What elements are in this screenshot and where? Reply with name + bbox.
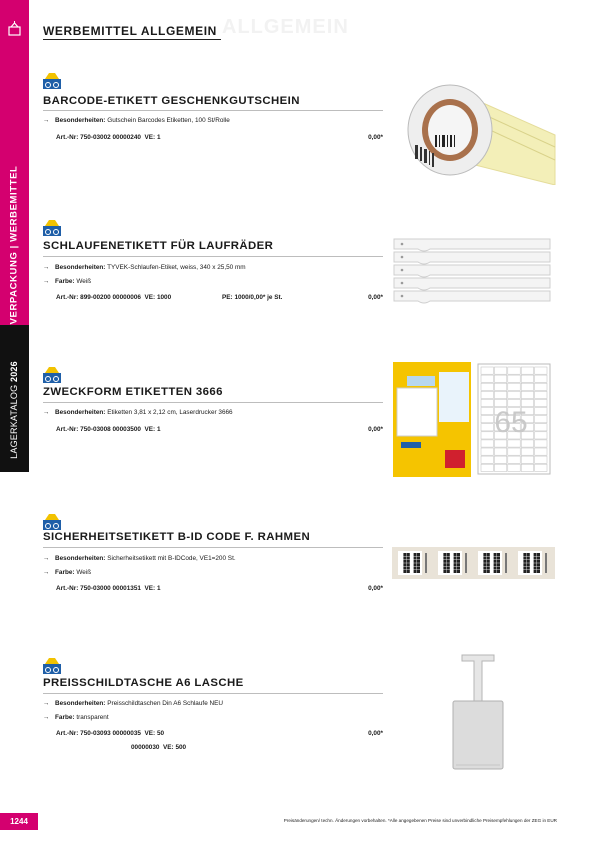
product-title: PREISSCHILDTASCHE A6 LASCHE xyxy=(43,677,244,689)
product-title: SCHLAUFENETIKETT FÜR LAUFRÄDER xyxy=(43,240,274,252)
pack-unit: PE: 1000/0,00* je St. xyxy=(222,294,283,301)
feature-line: → Farbe: Weiß xyxy=(43,278,92,285)
article-line: Art.-Nr: 899-00200 00000006 VE: 1000 xyxy=(56,294,172,301)
article-line: Art.-Nr: 750-03002 00000240 VE: 1 xyxy=(56,134,161,141)
product-title: SICHERHEITSETIKETT B-ID CODE F. RAHMEN xyxy=(43,531,311,543)
arrow-right-icon: → xyxy=(43,714,50,721)
feature-line: → Farbe: transparent xyxy=(43,714,109,721)
arrow-right-icon: → xyxy=(43,409,50,416)
product-divider xyxy=(43,693,383,694)
price: 0,00* xyxy=(368,585,383,592)
header-ghost-title: ALLGEMEIN xyxy=(222,16,349,38)
arrow-right-icon: → xyxy=(43,264,50,271)
price-tag-pocket-image xyxy=(448,653,508,773)
sidebar-catalog-label: LAGERKATALOG 2026 xyxy=(9,361,19,459)
feature-line: → Besonderheiten: Sicherheitsetikett mit B-IDCode, VE1=200 St. xyxy=(43,555,236,562)
bicycle-logo-icon xyxy=(43,366,61,383)
article-line: 00000030 VE: 500 xyxy=(131,744,187,751)
price: 0,00* xyxy=(368,134,383,141)
bicycle-logo-icon xyxy=(43,219,61,236)
article-line: Art.-Nr: 750-03093 00000035 VE: 50 xyxy=(56,730,165,737)
feature-line: → Besonderheiten: TYVEK-Schlaufen-Etiket, weiss, 340 x 25,50 mm xyxy=(43,264,246,271)
arrow-right-icon: → xyxy=(43,117,50,124)
feature-line: → Besonderheiten: Gutschein Barcodes Etiketten, 100 St/Rolle xyxy=(43,117,230,124)
bicycle-logo-icon xyxy=(43,657,61,674)
article-line: Art.-Nr: 750-03000 00001351 VE: 1 xyxy=(56,585,161,592)
product-divider xyxy=(43,256,383,257)
feature-line: → Besonderheiten: Etiketten 3,81 x 2,12 cm, Laserdrucker 3666 xyxy=(43,409,233,416)
article-line: Art.-Nr: 750-03008 00003500 VE: 1 xyxy=(56,426,161,433)
barcode-roll-image xyxy=(405,75,560,185)
product-divider xyxy=(43,547,383,548)
security-label-image xyxy=(392,543,555,583)
price: 0,00* xyxy=(368,730,383,737)
bicycle-logo-icon xyxy=(43,72,61,89)
price: 0,00* xyxy=(368,294,383,301)
product-title: ZWECKFORM ETIKETTEN 3666 xyxy=(43,386,223,398)
feature-line: → Farbe: Weiß xyxy=(43,569,92,576)
product-divider xyxy=(43,110,383,111)
arrow-right-icon: → xyxy=(43,569,50,576)
sidebar-section-label: VERPACKUNG | WERBEMITTEL xyxy=(8,165,20,325)
arrow-right-icon: → xyxy=(43,278,50,285)
loop-label-image xyxy=(390,235,555,311)
feature-line: → Besonderheiten: Preisschildtaschen Din A6 Schlaufe NEU xyxy=(43,700,224,707)
package-icon xyxy=(6,20,23,37)
image-number-label: 65 xyxy=(494,406,528,439)
product-divider xyxy=(43,402,383,403)
arrow-right-icon: → xyxy=(43,555,50,562)
page-number: 1244 xyxy=(0,813,38,830)
zweckform-pack-image xyxy=(393,362,553,477)
price: 0,00* xyxy=(368,426,383,433)
arrow-right-icon: → xyxy=(43,700,50,707)
product-title: BARCODE-ETIKETT GESCHENKGUTSCHEIN xyxy=(43,95,300,107)
page-title: WERBEMITTEL ALLGEMEIN xyxy=(43,24,217,38)
bicycle-logo-icon xyxy=(43,513,61,530)
footer-note: Preisänderungen/ techn. Änderungen vorbehalten. *Alle angegebenen Preise sind unverbindliche Preisempfehlungen der ZEG in EUR xyxy=(283,818,557,823)
title-underline xyxy=(43,39,221,40)
